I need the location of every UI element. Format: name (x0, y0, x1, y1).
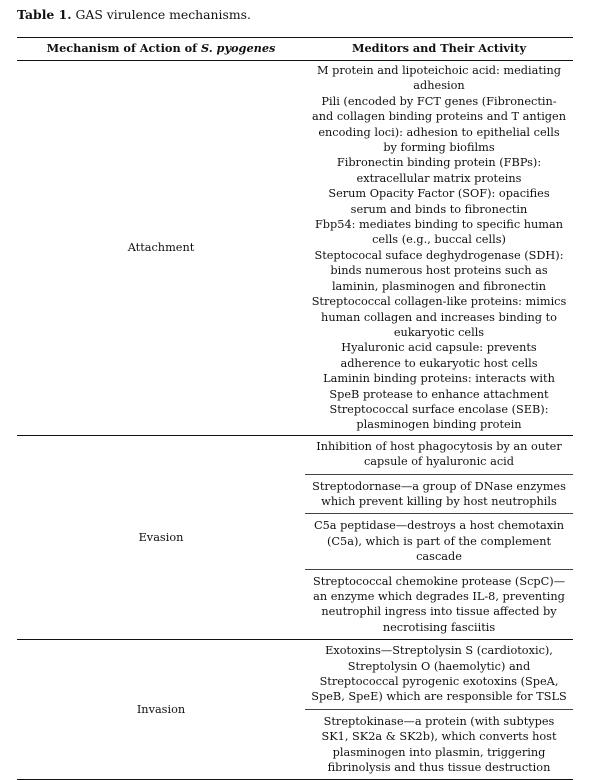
species-name: S. pyogenes (200, 41, 276, 56)
activity-text: M protein and lipoteichoic acid: mediating adhesion (316, 64, 562, 93)
caption-text: GAS virulence mechanisms. (71, 7, 251, 22)
activity-text: Laminin binding proteins: interacts with SpeB protease to enhance attachment (323, 372, 555, 401)
table-caption (17, 6, 251, 23)
activity-text: C5a peptidase—destroys a host chemotaxin (C5a), which is part of the complement cascade (313, 519, 565, 564)
caption-label: Table 1. (17, 7, 72, 22)
table-header-row (17, 38, 573, 61)
table-row (17, 435, 573, 474)
table-row (17, 61, 573, 436)
activity-text: Exotoxins—Streptolysin S (cardiotoxic), Streptolysin O (haemolytic) and Streptococcal pyrogenic exotoxins (SpeA, SpeB, SpeE) which are responsible for TSLS (311, 644, 567, 704)
activity-text: Streptokinase—a protein (with subtypes SK1, SK2a & SK2b), which converts host plasminogen into plasmin, triggering fibrinolysis and thus tissue destruction (321, 714, 557, 775)
activity-cell (305, 474, 573, 514)
activity-cell (305, 640, 573, 710)
activity-text: Pili (encoded by FCT genes (Fibronectin- and collagen binding proteins and T antigen encoding loci): adhesion to epithelial cells by forming biofilms (311, 94, 567, 155)
activity-text: Fbp54: mediates binding to specific human cells (e.g., buccal cells) (314, 218, 564, 247)
table-body (17, 61, 573, 780)
activity-text: Serum Opacity Factor (SOF): opacifies serum and binds to fibronectin (328, 187, 550, 216)
activity-text: Streptodornase—a group of DNase enzymes which prevent killing by host neutrophils (312, 479, 566, 508)
activity-text: Steptococal suface deghydrogenase (SDH): binds numerous host proteins such as laminin, plasminogen and fibronectin (314, 248, 564, 293)
header-mediators: Meditors and Their Activity (351, 41, 527, 56)
activity-cell (305, 435, 573, 474)
activity-cell (305, 61, 573, 436)
activity-text: Hyaluronic acid capsule: prevents adherence to eukaryotic host cells (340, 341, 538, 370)
mechanism-cell: Invasion (136, 703, 186, 717)
activity-text: Streptococcal chemokine protease (ScpC)—an enzyme which degrades IL-8, preventing neutrophil ingress into tissue affected by necrotising fasciitis (313, 574, 565, 634)
mechanism-cell: Evasion (138, 530, 184, 544)
activity-text: Inhibition of host phagocytosis by an outer capsule of hyaluronic acid (316, 439, 562, 469)
activity-text: Streptococcal surface encolase (SEB): plasminogen binding protein (329, 402, 549, 432)
activity-cell (305, 514, 573, 569)
activity-cell (305, 709, 573, 780)
activity-text: Fibronectin binding protein (FBPs): extracellular matrix proteins (336, 156, 542, 185)
mechanism-cell: Attachment (127, 241, 195, 255)
virulence-table (17, 37, 573, 780)
activity-text: Streptococcal collagen-like proteins: mimics human collagen and increases binding to eukaryotic cells (311, 295, 567, 339)
activity-cell (305, 569, 573, 640)
header-mechanism: Mechanism of Action of S. pyogenes (46, 41, 276, 56)
table-row (17, 640, 573, 710)
